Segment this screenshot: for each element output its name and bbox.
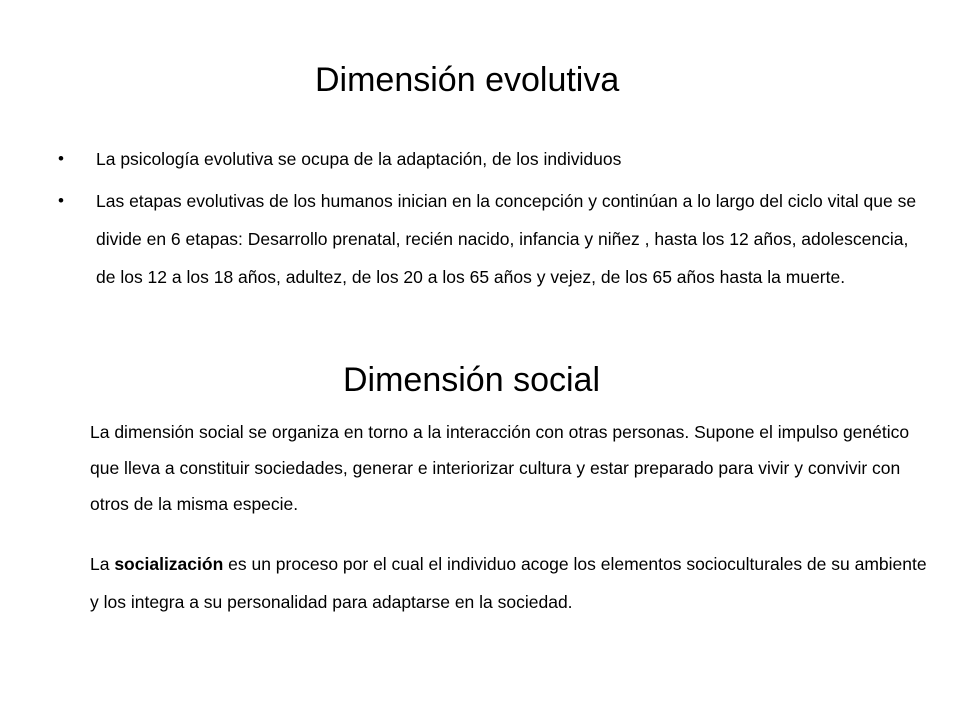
- bullet-item: [58, 140, 918, 178]
- social-paragraph: La dimensión social se organiza en torno a la interacción con otras personas. Supone el impulso genético que lleva a constituir sociedades, generar e interiorizar cultura y estar preparado para vivir y convivir con otros de la misma especie.: [90, 422, 910, 514]
- bullet-text: La psicología evolutiva se ocupa de la adaptación, de los individuos: [96, 149, 622, 169]
- paragraph-suffix: es un proceso por el cual el individuo acoge los elementos socioculturales de su ambiente y los integra a su personalidad para adaptarse en la sociedad.: [90, 554, 927, 612]
- bullet-list: [58, 140, 918, 296]
- section-title-social: Dimensión social: [343, 361, 600, 399]
- section-title-evolutiva: Dimensión evolutiva: [315, 61, 620, 99]
- socializacion-paragraph: [90, 545, 930, 621]
- bullet-item: [58, 182, 918, 296]
- bullet-dot-icon: •: [58, 191, 64, 210]
- bullet-dot-icon: •: [58, 149, 64, 168]
- socializacion-term: socialización: [114, 554, 224, 574]
- bullet-text: Las etapas evolutivas de los humanos inician en la concepción y continúan a lo largo del ciclo vital que se divide en 6 etapas: Desarrollo prenatal, recién nacido, infancia y niñez , hasta los 12 años, adolescencia, de los 12 a los 18 años, adultez, de los 20 a los 65 años y vejez, de los 65 años hasta la muerte.: [96, 191, 917, 287]
- paragraph-prefix: La: [90, 554, 115, 574]
